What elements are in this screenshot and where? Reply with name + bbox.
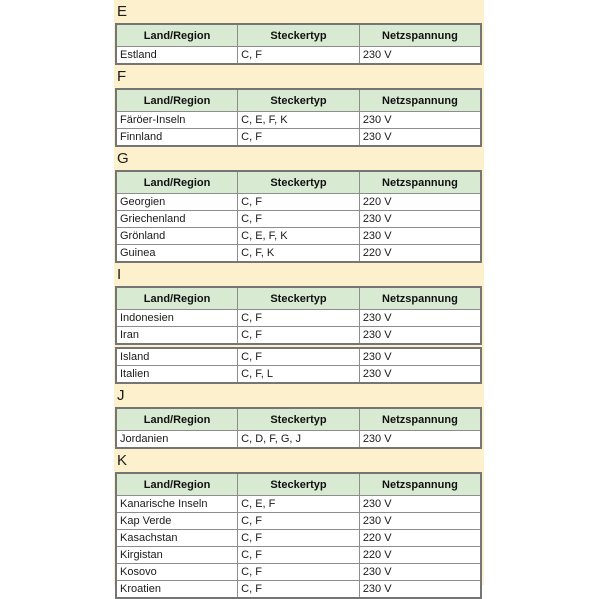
column-header: Netzspannung: [359, 287, 481, 310]
column-header: Land/Region: [116, 473, 238, 496]
country-cell: Färöer-Inseln: [116, 112, 238, 129]
voltage-cell: 230 V: [359, 211, 481, 228]
country-table: [115, 472, 482, 599]
column-header: Steckertyp: [238, 89, 360, 112]
voltage-cell: 230 V: [359, 564, 481, 581]
country-table: [115, 407, 482, 449]
country-cell: Kirgistan: [116, 547, 238, 564]
section-E: [114, 0, 484, 65]
table-row: [116, 327, 481, 345]
column-header: Steckertyp: [238, 408, 360, 431]
table-row: [116, 228, 481, 245]
column-header: Netzspannung: [359, 473, 481, 496]
table-row: [116, 564, 481, 581]
table-row: [116, 366, 481, 384]
country-cell: Finnland: [116, 129, 238, 147]
plugtype-cell: C, F: [238, 129, 360, 147]
table-row: [116, 129, 481, 147]
country-cell: Georgien: [116, 194, 238, 211]
voltage-cell: 220 V: [359, 245, 481, 263]
plugtype-cell: C, F: [238, 194, 360, 211]
section-letter: K: [117, 452, 128, 469]
voltage-cell: 230 V: [359, 431, 481, 449]
section-letter: I: [117, 266, 122, 283]
section-I: [114, 263, 484, 384]
table-row: [116, 431, 481, 449]
column-header: Netzspannung: [359, 408, 481, 431]
table-row: [116, 194, 481, 211]
table-row: [116, 348, 481, 366]
plugtype-cell: C, F: [238, 310, 360, 327]
plugtype-cell: C, F: [238, 564, 360, 581]
voltage-cell: 220 V: [359, 547, 481, 564]
section-F: [114, 65, 484, 147]
voltage-cell: 230 V: [359, 47, 481, 65]
plugtype-cell: C, F, L: [238, 366, 360, 384]
header-row: [116, 287, 481, 310]
country-table: [115, 88, 482, 147]
country-table: [115, 347, 482, 384]
column-header: Land/Region: [116, 287, 238, 310]
column-header: Netzspannung: [359, 171, 481, 194]
voltage-cell: 230 V: [359, 112, 481, 129]
voltage-cell: 220 V: [359, 194, 481, 211]
section-G: [114, 147, 484, 263]
voltage-cell: 230 V: [359, 327, 481, 345]
country-cell: Kanarische Inseln: [116, 496, 238, 513]
table-row: [116, 245, 481, 263]
country-table: [115, 23, 482, 65]
country-cell: Kasachstan: [116, 530, 238, 547]
plugtype-cell: C, F: [238, 530, 360, 547]
country-cell: Jordanien: [116, 431, 238, 449]
table-row: [116, 581, 481, 599]
voltage-cell: 230 V: [359, 496, 481, 513]
country-cell: Indonesien: [116, 310, 238, 327]
country-cell: Guinea: [116, 245, 238, 263]
plugtype-cell: C, F: [238, 348, 360, 366]
table-row: [116, 211, 481, 228]
plugtype-cell: C, F: [238, 581, 360, 599]
country-cell: Kroatien: [116, 581, 238, 599]
section-K: [114, 449, 484, 599]
country-cell: Iran: [116, 327, 238, 345]
plugtype-cell: C, D, F, G, J: [238, 431, 360, 449]
country-cell: Griechenland: [116, 211, 238, 228]
plugtype-cell: C, E, F: [238, 496, 360, 513]
country-cell: Italien: [116, 366, 238, 384]
voltage-cell: 230 V: [359, 129, 481, 147]
content-column: [114, 0, 484, 595]
voltage-cell: 220 V: [359, 530, 481, 547]
table-row: [116, 112, 481, 129]
country-cell: Grönland: [116, 228, 238, 245]
column-header: Land/Region: [116, 89, 238, 112]
section-letter: F: [117, 68, 127, 85]
table-row: [116, 47, 481, 65]
plugtype-cell: C, F: [238, 547, 360, 564]
column-header: Steckertyp: [238, 171, 360, 194]
voltage-cell: 230 V: [359, 366, 481, 384]
table-row: [116, 547, 481, 564]
column-header: Steckertyp: [238, 24, 360, 47]
table-row: [116, 310, 481, 327]
column-header: Netzspannung: [359, 89, 481, 112]
column-header: Land/Region: [116, 408, 238, 431]
section-J: [114, 384, 484, 449]
voltage-cell: 230 V: [359, 513, 481, 530]
column-header: Steckertyp: [238, 473, 360, 496]
table-row: [116, 530, 481, 547]
plugtype-cell: C, E, F, K: [238, 228, 360, 245]
country-cell: Island: [116, 348, 238, 366]
country-cell: Kap Verde: [116, 513, 238, 530]
header-row: [116, 89, 481, 112]
plugtype-cell: C, F, K: [238, 245, 360, 263]
voltage-cell: 230 V: [359, 310, 481, 327]
country-cell: Estland: [116, 47, 238, 65]
section-letter: E: [117, 3, 128, 20]
plugtype-cell: C, F: [238, 47, 360, 65]
country-cell: Kosovo: [116, 564, 238, 581]
country-table: [115, 286, 482, 345]
voltage-cell: 230 V: [359, 581, 481, 599]
column-header: Steckertyp: [238, 287, 360, 310]
country-table: [115, 170, 482, 263]
plugtype-cell: C, F: [238, 513, 360, 530]
plugtype-cell: C, F: [238, 211, 360, 228]
header-row: [116, 473, 481, 496]
header-row: [116, 24, 481, 47]
column-header: Land/Region: [116, 24, 238, 47]
table-row: [116, 496, 481, 513]
header-row: [116, 171, 481, 194]
section-letter: G: [117, 150, 129, 167]
header-row: [116, 408, 481, 431]
column-header: Land/Region: [116, 171, 238, 194]
section-letter: J: [117, 387, 125, 404]
table-row: [116, 513, 481, 530]
voltage-cell: 230 V: [359, 228, 481, 245]
plugtype-cell: C, F: [238, 327, 360, 345]
voltage-cell: 230 V: [359, 348, 481, 366]
plugtype-cell: C, E, F, K: [238, 112, 360, 129]
column-header: Netzspannung: [359, 24, 481, 47]
